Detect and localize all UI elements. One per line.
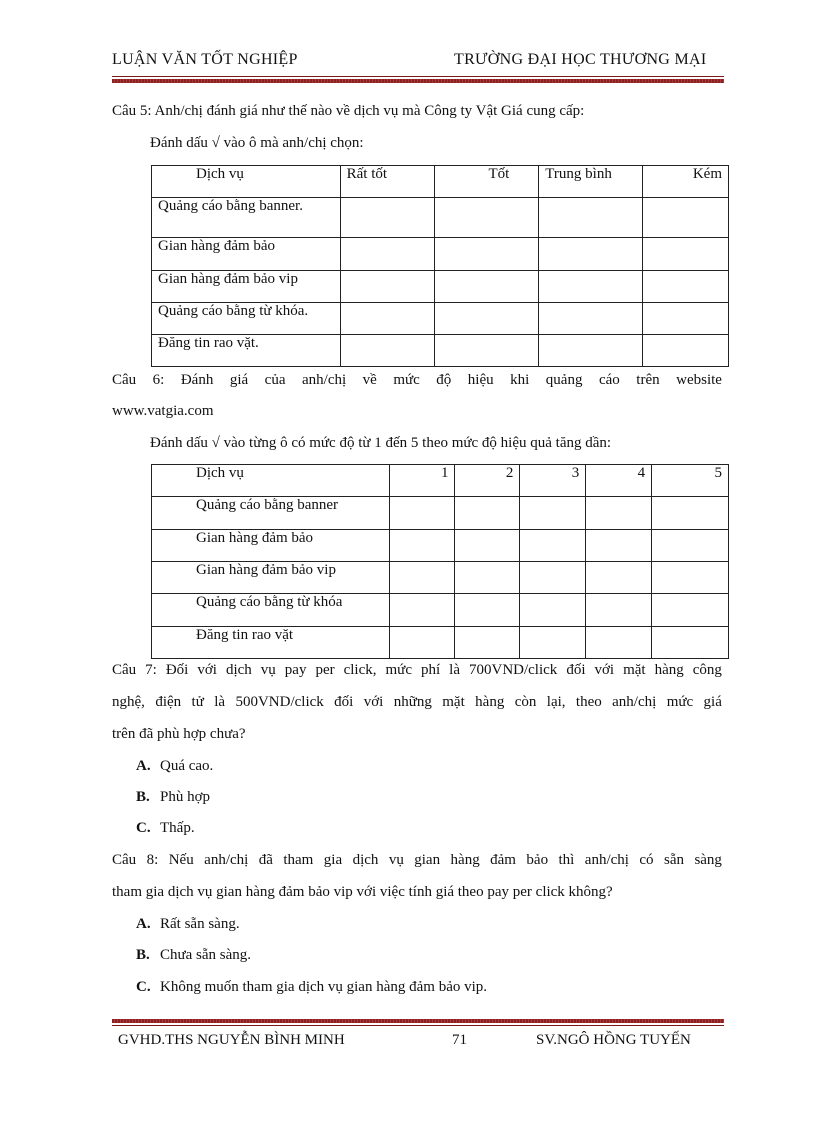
word: mức [666,694,694,710]
word: per [315,662,335,678]
word: đã [258,852,273,868]
table-row [152,271,729,303]
q6-rating-cell[interactable] [652,594,729,627]
q8-option-b[interactable] [136,947,251,964]
q8-option-c[interactable] [136,979,487,996]
table-row [152,530,729,562]
q6-rating-cell[interactable] [652,497,729,530]
q7-line2 [112,694,722,711]
q5-text: Câu 5: Anh/chị đánh giá như thế nào về dịch vụ mà Công ty Vật Giá cung cấp: [112,103,585,119]
q5-checkbox-cell[interactable] [643,303,729,335]
q5-header-average: Trung bình [539,166,643,198]
q6-rating-cell[interactable] [586,562,652,594]
word: click, [343,662,377,678]
q5-header-service: Dịch vụ [152,166,341,198]
q7-option-b[interactable] [136,789,210,806]
word: 7: [145,662,157,678]
q6-rating-cell[interactable] [520,594,586,627]
q6-rating-cell[interactable] [652,627,729,659]
header-right: TRƯỜNG ĐẠI HỌC THƯƠNG MẠI [454,51,707,68]
word: theo [575,694,602,710]
option-text: Rất sẵn sàng. [160,916,240,932]
q5-header-row [152,166,729,198]
q7-line3: trên đã phù hợp chưa? [112,726,246,742]
word: độ [436,372,452,388]
q6-header-3: 3 [520,465,586,497]
q5-row-label: Đăng tin rao vặt. [152,335,341,367]
q5-checkbox-cell[interactable] [643,271,729,303]
q5-row-label: Quảng cáo bằng banner. [152,198,341,238]
word: dịch [352,852,379,868]
footer-student: SV.NGÔ HỒNG TUYẾN [536,1032,691,1048]
table-row [152,497,729,530]
word: gia [323,852,343,868]
word: anh/chị [204,852,249,868]
q5-header-poor: Kém [643,166,729,198]
q6-rating-cell[interactable] [586,627,652,659]
word: khi [510,372,530,388]
header-rule-thick [112,79,724,83]
q5-row-label: Quảng cáo bằng từ khóa. [152,303,341,335]
q5-checkbox-cell[interactable] [435,238,539,271]
q5-row-label: Gian hàng đảm bảo [152,238,341,271]
q6-text-line1 [112,372,722,389]
q5-checkbox-cell[interactable] [539,271,643,303]
word: đối [566,662,586,678]
q6-header-service: Dịch vụ [152,465,390,497]
q6-rating-cell[interactable] [455,530,520,562]
table-row [152,562,729,594]
q5-header-very-good: Rất tốt [340,166,435,198]
q6-rating-cell[interactable] [652,530,729,562]
q8-line1 [112,852,722,869]
q5-row-label: Gian hàng đảm bảo vip [152,271,341,303]
q5-checkbox-cell[interactable] [340,198,435,238]
word: anh/chị [584,852,629,868]
q6-header-5: 5 [652,465,729,497]
word: gian [414,852,441,868]
q6-header-4: 4 [586,465,652,497]
table-row [152,594,729,627]
word: điện [155,694,182,710]
word: cáo [598,372,620,388]
word: trên [636,372,660,388]
q5-checkbox-cell[interactable] [340,238,435,271]
word: vụ [388,852,404,868]
q7-line1 [112,662,722,679]
q5-checkbox-cell[interactable] [539,198,643,238]
q6-rating-cell[interactable] [520,627,586,659]
q8-option-a[interactable] [136,916,240,933]
q7-option-a[interactable] [136,758,213,775]
q6-row-label: Quảng cáo bằng banner [152,497,390,530]
word: thì [558,852,575,868]
q7-option-c[interactable] [136,820,195,837]
word: Nếu [168,852,194,868]
word: anh/chị [612,694,657,710]
word: bảo [526,852,549,868]
table-row [152,303,729,335]
option-text: Thấp. [160,820,195,836]
q5-checkbox-cell[interactable] [435,198,539,238]
q6-rating-cell[interactable] [520,562,586,594]
q5-checkbox-cell[interactable] [435,335,539,367]
q6-header-2: 2 [455,465,520,497]
word: pay [284,662,307,678]
word: hàng [450,852,480,868]
option-letter: B. [136,789,150,805]
word: mặt [442,694,465,710]
option-text: Quá cao. [160,758,214,774]
word: sàng [694,852,722,868]
word: với [197,662,217,678]
table-row [152,335,729,367]
word: tử [191,694,204,710]
q6-rating-cell[interactable] [652,562,729,594]
word: mức [393,372,420,388]
word: giá [229,372,249,388]
word: vụ [260,662,276,678]
word: 500VND/click [235,694,324,710]
word: 8: [146,852,159,868]
header-rule-thin [112,76,724,77]
header-left: LUẬN VĂN TỐT NGHIỆP [112,51,298,68]
footer-advisor: GVHD.THS NGUYỄN BÌNH MINH [118,1032,345,1048]
option-letter: A. [136,758,151,774]
q6-row-label: Gian hàng đảm bảo [152,530,390,562]
word: mức [385,662,412,678]
q6-text-line2: www.vatgia.com [112,403,214,419]
option-text: Không muốn tham gia dịch vụ gian hàng đảm bảo vip. [160,979,488,995]
word: với [594,662,615,678]
word: có [639,852,654,868]
q5-checkbox-cell[interactable] [643,238,729,271]
word: quảng [545,372,583,388]
q6-header-row [152,465,729,497]
word: dịch [225,662,252,678]
option-text: Chưa sẵn sàng. [160,947,252,963]
word: của [264,372,286,388]
q5-checkbox-cell[interactable] [539,238,643,271]
word: hiệu [467,372,494,388]
q6-rating-cell[interactable] [586,497,652,530]
q5-checkbox-cell[interactable] [643,335,729,367]
word: nghệ, [112,694,145,710]
q5-checkbox-cell[interactable] [340,335,435,367]
q6-rating-cell[interactable] [520,497,586,530]
word: giá [703,694,722,710]
q6-table [151,464,729,659]
q6-row-label: Quảng cáo bằng từ khóa [152,594,390,627]
q6-rating-cell[interactable] [586,530,652,562]
q6-rating-cell[interactable] [455,627,520,659]
word: còn [514,694,537,710]
q6-instruction: Đánh dấu √ vào từng ô có mức độ từ 1 đến 5 theo mức độ hiệu quả tăng dần: [150,435,612,451]
footer-rule-thin [112,1025,724,1026]
q5-checkbox-cell[interactable] [643,198,729,238]
table-row [152,198,729,238]
word: 700VND/click [468,662,558,678]
page-number: 71 [452,1032,467,1048]
q6-rating-cell[interactable] [455,562,520,594]
q6-rating-cell[interactable] [389,594,455,627]
option-text: Phù hợp [160,789,211,805]
q6-rating-cell[interactable] [389,530,455,562]
q6-rating-cell[interactable] [389,562,455,594]
word: là [214,694,226,710]
word: sẵn [664,852,684,868]
q8-line2: tham gia dịch vụ gian hàng đảm bảo vip với việc tính giá theo pay per click không? [112,884,613,900]
word: phí [420,662,441,678]
q5-header-good: Tốt [435,166,539,198]
q6-rating-cell[interactable] [389,627,455,659]
q5-checkbox-cell[interactable] [539,303,643,335]
word: đối [334,694,354,710]
word: 6: [152,372,165,388]
table-row [152,238,729,271]
option-letter: A. [136,916,151,932]
word: đảm [490,852,516,868]
word: Câu [112,372,137,388]
word: anh/chị [302,372,347,388]
word: công [692,662,722,678]
word: mặt [623,662,646,678]
q6-rating-cell[interactable] [455,497,520,530]
option-letter: B. [136,947,150,963]
word: Câu [112,852,137,868]
q6-row-label: Đăng tin rao vặt [152,627,390,659]
q5-table [151,165,729,367]
option-letter: C. [136,979,151,995]
q5-checkbox-cell[interactable] [435,271,539,303]
word: là [449,662,460,678]
q6-row-label: Gian hàng đảm bảo vip [152,562,390,594]
word: tham [283,852,314,868]
q5-instruction: Đánh dấu √ vào ô mà anh/chị chọn: [150,135,364,151]
word: những [393,694,432,710]
word: Đối [165,662,189,678]
q6-header-1: 1 [389,465,455,497]
q6-rating-cell[interactable] [455,594,520,627]
q6-rating-cell[interactable] [389,497,455,530]
q5-checkbox-cell[interactable] [539,335,643,367]
q6-rating-cell[interactable] [520,530,586,562]
option-letter: C. [136,820,151,836]
q5-checkbox-cell[interactable] [340,271,435,303]
word: lại, [546,694,566,710]
q5-checkbox-cell[interactable] [340,303,435,335]
word: với [363,694,384,710]
table-row [152,627,729,659]
word: Câu [112,662,137,678]
word: hàng [475,694,505,710]
q6-rating-cell[interactable] [586,594,652,627]
word: hàng [654,662,684,678]
q5-checkbox-cell[interactable] [435,303,539,335]
footer-rule-thick [112,1019,724,1023]
word: Đánh [180,372,214,388]
word: website [676,372,722,388]
word: về [362,372,377,388]
